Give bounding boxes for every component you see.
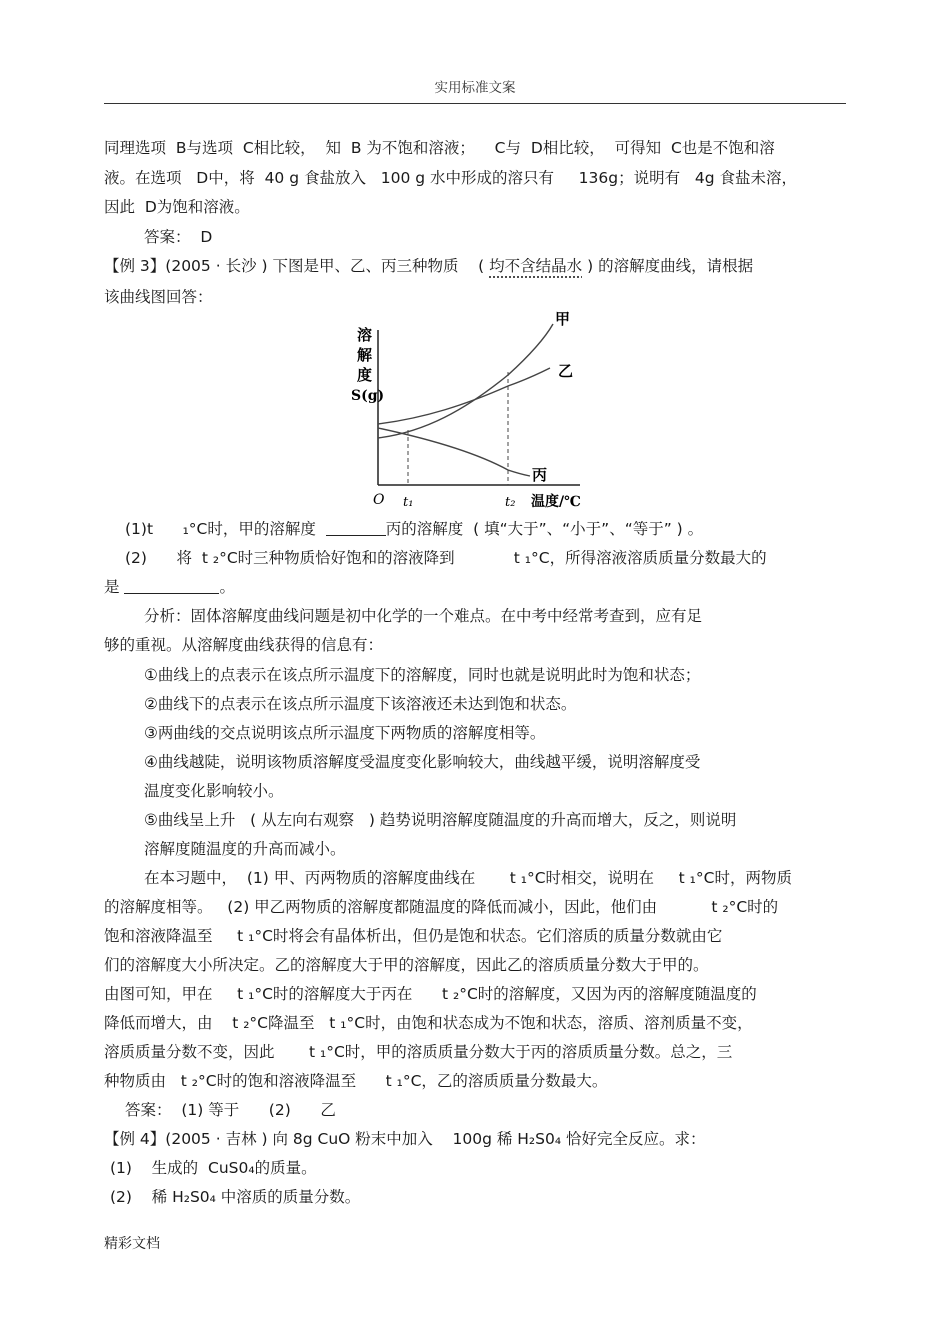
answer-blank-1[interactable]: [326, 521, 386, 536]
body-line-4: 们的溶解度大小所决定。乙的溶解度大于甲的溶解度，因此乙的溶质质量分数大于甲的。: [104, 956, 709, 974]
origin-label: O: [373, 492, 385, 508]
point-4-cont: 温度变化影响较小。: [144, 782, 284, 800]
curve-bing: [378, 428, 530, 476]
question-1: (1)t ₁°C时，甲的溶解度 丙的溶解度 ( 填“大于”、“小于”、“等于” ) 。: [125, 520, 704, 538]
point-2: ②曲线下的点表示在该点所示温度下该溶液还未达到饱和状态。: [144, 695, 577, 713]
example-3-title: 【例 3】(2005 · 长沙 ) 下图是甲、乙、丙三种物质 ( 均不含结晶水 ) 的溶解度曲线，请根据: [104, 257, 754, 275]
text-line-1: 同理选项 B与选项 C相比较， 知 B 为不饱和溶液； C与 D相比较， 可得知 C也是不饱和溶: [104, 139, 775, 157]
point-1: ①曲线上的点表示在该点所示温度下的溶解度，同时也就是说明此时为饱和状态；: [144, 666, 701, 684]
analysis-line-1: 分析：固体溶解度曲线问题是初中化学的一个难点。在中考中经常考查到，应有足: [144, 607, 703, 625]
body-line-3: 饱和溶液降温至 t ₁°C时将会有晶体析出，但仍是饱和状态。它们溶质的质量分数就由它: [104, 927, 723, 945]
point-4: ④曲线越陡，说明该物质溶解度受温度变化影响较大，曲线越平缓，说明溶解度受: [144, 753, 701, 771]
example-4-q2: (2) 稀 H₂S0₄ 中溶质的质量分数。: [110, 1188, 361, 1206]
curve-jia: [378, 324, 553, 438]
series-label-jia: 甲: [555, 310, 571, 328]
point-5: ⑤曲线呈上升 ( 从左向右观察 ) 趋势说明溶解度随温度的升高而增大，反之，则说明: [144, 811, 737, 829]
curve-yi: [378, 368, 550, 424]
page-header: 实用标准文案: [434, 80, 516, 96]
series-label-yi: 乙: [558, 362, 574, 380]
series-label-bing: 丙: [532, 466, 548, 484]
text-line-2: 液。在选项 D中，将 40 g 食盐放入 100 g 水中形成的溶只有 136g；说明有 4g 食盐未溶，: [104, 169, 798, 187]
body-line-7: 溶质质量分数不变，因此 t ₁°C时，甲的溶质质量分数大于丙的溶质质量分数。总之，三: [104, 1043, 733, 1061]
example-4-title: 【例 4】(2005 · 吉林 ) 向 8g CuO 粉末中加入 100g 稀 H₂S0₄ 恰好完全反应。求：: [104, 1130, 706, 1148]
point-5-cont: 溶解度随温度的升高而减小。: [144, 840, 346, 858]
body-line-8: 种物质由 t ₂°C时的饱和溶液降温至 t ₁°C，乙的溶质质量分数最大。: [104, 1072, 608, 1090]
body-line-6: 降低而增大，由 t ₂°C降温至 t ₁°C时，由饱和状态成为不饱和状态，溶质、溶剂质量不变，: [104, 1014, 753, 1032]
page-footer: 精彩文档: [104, 1236, 160, 1252]
answer-d: 答案： D: [144, 228, 213, 246]
example-4-q1: (1) 生成的 CuS0₄的质量。: [110, 1159, 317, 1177]
y-label-2: 解: [357, 346, 373, 364]
answer-line: 答案： (1) 等于 (2) 乙: [125, 1101, 336, 1119]
example-3-line-2: 该曲线图回答：: [104, 288, 213, 306]
y-label-3: 度: [357, 366, 373, 384]
answer-blank-2[interactable]: [124, 579, 219, 594]
tick-t2: t₂: [505, 495, 516, 510]
body-line-5: 由图可知，甲在 t ₁°C时的溶解度大于丙在 t ₂°C时的溶解度，又因为丙的溶解度随温度的: [104, 985, 757, 1003]
x-axis-label: 温度/℃: [531, 494, 581, 510]
question-2: (2) 将 t ₂°C时三种物质恰好饱和的溶液降到 t ₁°C，所得溶液溶质质量分数最大的: [125, 549, 767, 567]
question-2-cont: 是 。: [104, 578, 235, 596]
y-label-1: 溶: [357, 326, 373, 344]
analysis-line-2: 够的重视。从溶解度曲线获得的信息有：: [104, 636, 384, 654]
text-line-3: 因此 D为饱和溶液。: [104, 198, 250, 216]
header-rule: [104, 103, 846, 104]
body-line-1: 在本习题中， (1) 甲、丙两物质的溶解度曲线在 t ₁°C时相交，说明在 t ₁°C时，两物质: [144, 869, 792, 887]
solubility-chart: [345, 310, 595, 515]
point-3: ③两曲线的交点说明该点所示温度下两物质的溶解度相等。: [144, 724, 546, 742]
body-line-2: 的溶解度相等。 (2) 甲乙两物质的溶解度都随温度的降低而减小，因此，他们由 t ₂°C时的: [104, 898, 779, 916]
tick-t1: t₁: [403, 495, 414, 510]
y-label-4: S(g): [351, 388, 385, 404]
